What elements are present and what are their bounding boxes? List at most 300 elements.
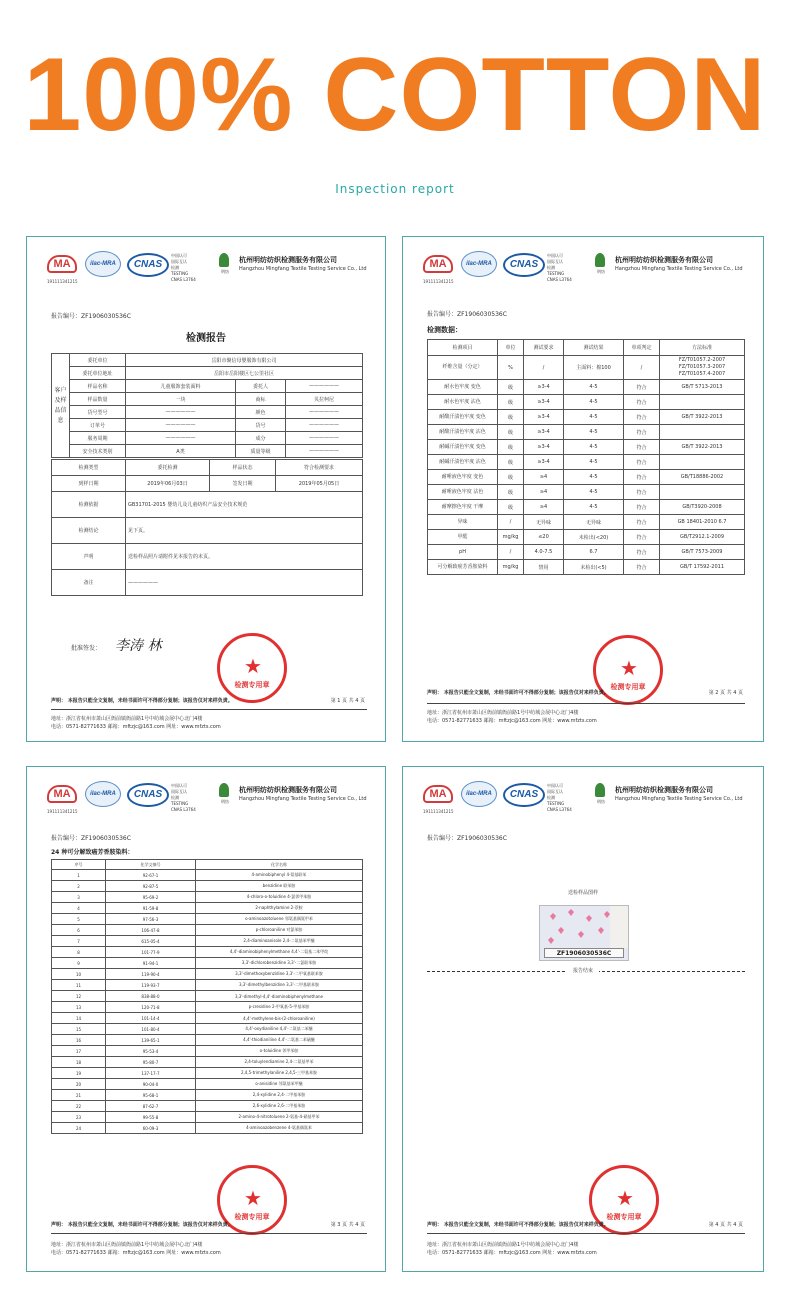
- org-name-cn: 杭州明纺纺织检测服务有限公司: [239, 256, 337, 264]
- table-row: [52, 1002, 363, 1013]
- table-cell: /: [624, 356, 660, 380]
- org-name-en: Hangzhou Mingfang Textile Testing Service Co., Ltd: [615, 796, 743, 802]
- sample-tag: ZF1906030536C: [544, 948, 624, 958]
- table-cell: 2-amino-4-nitrotoluene 2-氨基-4-硝基甲苯: [196, 1112, 363, 1123]
- table-row: [52, 991, 363, 1002]
- table-cell: 2,4-diaminoanisole 2,4-二氨基苯甲醚: [196, 936, 363, 947]
- table-cell: 3,3'-dimethoxybenzidine 3,3'-二甲氧基联苯胺: [196, 969, 363, 980]
- table-row: [428, 485, 745, 500]
- table-row: [428, 500, 745, 515]
- amine-table: [51, 859, 363, 1134]
- ma-logo-icon: MA: [47, 785, 77, 803]
- mingfang-logo-icon: 明纺: [591, 253, 609, 275]
- table-row: [52, 1035, 363, 1046]
- table-cell: o-toluidine 邻甲苯胺: [196, 1046, 363, 1057]
- table-cell: 120-71-8: [106, 1002, 196, 1013]
- table-row: [52, 892, 363, 903]
- table-row: [428, 410, 745, 425]
- table-cell: 95-53-4: [106, 1046, 196, 1057]
- table-cell: mg/kg: [498, 560, 524, 575]
- table-cell: ——————: [286, 380, 363, 393]
- table-cell: ——————: [286, 406, 363, 419]
- table-row: [52, 1068, 363, 1079]
- ilac-logo-icon: ilac-MRA: [461, 781, 497, 807]
- table-cell: 符合: [624, 455, 660, 470]
- table-cell: 耐水色牢度 变色: [428, 380, 498, 395]
- table-cell: benzidine 联苯胺: [196, 881, 363, 892]
- table-cell: 4-5: [564, 395, 624, 410]
- ma-number: 191111341215: [47, 279, 78, 284]
- table-cell: /: [498, 515, 524, 530]
- table-row: [52, 947, 363, 958]
- table-cell: 20: [52, 1079, 106, 1090]
- test-data-table: [427, 339, 745, 575]
- page-number: 第 4 页 共 4 页: [708, 1222, 743, 1228]
- hero-subtitle: Inspection report: [335, 182, 455, 196]
- table-cell: 4-5: [564, 425, 624, 440]
- table-cell: ——————: [286, 419, 363, 432]
- table-row: [52, 1112, 363, 1123]
- declaration: 声明： 本报告只能全文复制，未经书面许可不得部分复制；该报告仅对来样负责。: [427, 1222, 609, 1228]
- table-cell: 主面料：棉100: [564, 356, 624, 380]
- table-cell: GB31701-2015 婴幼儿及儿童纺织产品安全技术规范: [126, 492, 363, 518]
- table-cell: 耐摩擦色牢度 干摩: [428, 500, 498, 515]
- footer-divider: [427, 1233, 745, 1234]
- table-cell: 级: [498, 485, 524, 500]
- table-cell: /: [524, 356, 564, 380]
- cnas-logo-icon: CNAS: [503, 253, 545, 277]
- column-header: 测试结果: [564, 340, 624, 356]
- client-info-table: [51, 353, 363, 458]
- table-cell: 检测类型: [52, 460, 126, 476]
- ma-logo-icon: MA: [423, 785, 453, 803]
- report-header: [423, 251, 749, 291]
- declaration: 声明： 本报告只能全文复制，未经书面许可不得部分复制；该报告仅对来样负责。: [51, 1222, 233, 1228]
- table-row: [428, 545, 745, 560]
- footer-divider: [51, 1233, 367, 1234]
- address: 地址：浙江省杭州市萧山区衙前镇衙前路1号中纺城会展中心北门4楼: [51, 1242, 203, 1248]
- table-cell: ≥3-4: [524, 440, 564, 455]
- table-row: [52, 1090, 363, 1101]
- address: 地址：浙江省杭州市萧山区衙前镇衙前路1号中纺城会展中心北门4楼: [427, 1242, 579, 1248]
- table-cell: 符合: [624, 530, 660, 545]
- table-cell: ≥4: [524, 485, 564, 500]
- table-cell: 5: [52, 914, 106, 925]
- table-cell: 11: [52, 980, 106, 991]
- table-cell: 未检出(<20): [564, 530, 624, 545]
- declaration: 声明： 本报告只能全文复制，未经书面许可不得部分复制；该报告仅对来样负责。: [51, 698, 233, 704]
- table-cell: 符合: [624, 515, 660, 530]
- table-cell: 60-09-3: [106, 1123, 196, 1134]
- table-cell: o-aminoazotoluene 邻氨基偶氮甲苯: [196, 914, 363, 925]
- table-cell: 95-69-2: [106, 892, 196, 903]
- table-cell: o-anisidine 邻氨基苯甲醚: [196, 1079, 363, 1090]
- table-cell: 16: [52, 1035, 106, 1046]
- table-row: [52, 1013, 363, 1024]
- table-cell: 样品状态: [210, 460, 276, 476]
- table-cell: 24: [52, 1123, 106, 1134]
- table-cell: 4-5: [564, 440, 624, 455]
- table-cell: 耐水色牢度 沾色: [428, 395, 498, 410]
- table-cell: 3,3'-dimethyl-4,4'-diaminobiphenylmethane: [196, 991, 363, 1002]
- table-cell: 2,4,5-trimethylaniline 2,4,5-三甲基苯胺: [196, 1068, 363, 1079]
- table-cell: ≥4: [524, 470, 564, 485]
- table-cell: 耐碱汗渍色牢度 变色: [428, 440, 498, 455]
- table-cell: ≥3-4: [524, 395, 564, 410]
- table-cell: 13: [52, 1002, 106, 1013]
- table-row: [52, 1046, 363, 1057]
- table-cell: 106-47-8: [106, 925, 196, 936]
- table-cell: 禁用: [524, 560, 564, 575]
- table-cell: ≤20: [524, 530, 564, 545]
- table-row: [52, 980, 363, 991]
- table-cell: 21: [52, 1090, 106, 1101]
- table-row: [52, 870, 363, 881]
- table-cell: 18: [52, 1057, 106, 1068]
- report-number: 报告编号：ZF1906030536C: [51, 313, 131, 320]
- table-cell: 2,6-xylidine 2,6-二甲基苯胺: [196, 1101, 363, 1112]
- table-cell: 检测结论: [52, 518, 126, 544]
- table-cell: 级: [498, 410, 524, 425]
- table-cell: 纤维含量（分定）: [428, 356, 498, 380]
- table-row: [52, 969, 363, 980]
- table-cell: 6: [52, 925, 106, 936]
- table-cell: 23: [52, 1112, 106, 1123]
- table-row: [428, 395, 745, 410]
- table-cell: 服务周期: [70, 432, 126, 445]
- table-cell: 4,4'-thiodianiline 4,4'-二氨基二苯硫醚: [196, 1035, 363, 1046]
- table-cell: 2,4-toluylendiamine 2,4-二氨基甲苯: [196, 1057, 363, 1068]
- page-number: 第 2 页 共 4 页: [708, 690, 743, 696]
- table-cell: 4.0-7.5: [524, 545, 564, 560]
- hero-title: 100% COTTON: [23, 37, 767, 153]
- table-cell: ——————: [126, 406, 236, 419]
- table-cell: ——————: [126, 419, 236, 432]
- table-cell: GB/T 5713-2013: [660, 380, 745, 395]
- ma-logo-icon: MA: [47, 255, 77, 273]
- table-cell: 委托检测: [126, 460, 210, 476]
- address: 地址：浙江省杭州市萧山区衙前镇衙前路1号中纺城会展中心北门4楼: [51, 716, 203, 722]
- table-cell: GB/T3920-2008: [660, 500, 745, 515]
- table-cell: 99-55-8: [106, 1112, 196, 1123]
- table-cell: 耐酸汗渍色牢度 沾色: [428, 425, 498, 440]
- table-cell: 签发日期: [210, 476, 276, 492]
- table-row: [428, 425, 745, 440]
- table-cell: 符合: [624, 410, 660, 425]
- table-cell: 615-05-4: [106, 936, 196, 947]
- mingfang-logo-icon: 明纺: [215, 253, 233, 275]
- sign-label: 批准签发：: [71, 645, 102, 652]
- ma-number: 191111341215: [423, 809, 454, 814]
- table-cell: 4-chloro-o-toluidine 4-氯邻甲苯胺: [196, 892, 363, 903]
- table-cell: 岳阳市岳阳楼区七公里社区: [126, 367, 363, 380]
- seal-stamp-icon: ★ 检测专用章: [217, 633, 287, 703]
- table-cell: 91-59-8: [106, 903, 196, 914]
- table-cell: 符合: [624, 485, 660, 500]
- table-cell: 4-aminoazobenzene 4-氨基偶氮苯: [196, 1123, 363, 1134]
- table-cell: GB/T 7573-2009: [660, 545, 745, 560]
- table-cell: 无异味: [564, 515, 624, 530]
- table-cell: 4-5: [564, 380, 624, 395]
- sample-caption: 送检样品图样: [567, 890, 598, 896]
- table-cell: 颜色: [236, 406, 286, 419]
- table-cell: 安全技术类别: [70, 445, 126, 458]
- table-cell: 2,4-xylidine 2,4-二甲基苯胺: [196, 1090, 363, 1101]
- org-name-en: Hangzhou Mingfang Textile Testing Service Co., Ltd: [239, 266, 367, 272]
- table-cell: 7: [52, 936, 106, 947]
- table-cell: [660, 425, 745, 440]
- cnas-text: 中国认可 国际互认 检测 TESTING CNAS L3764: [547, 253, 572, 282]
- table-cell: 儿童服饰套装面料: [126, 380, 236, 393]
- table-cell: 岳阳市聚信母婴服饰有限公司: [126, 354, 363, 367]
- table-cell: ≥3-4: [524, 425, 564, 440]
- ma-logo-icon: MA: [423, 255, 453, 273]
- org-name-cn: 杭州明纺纺织检测服务有限公司: [615, 256, 713, 264]
- table-cell: 检测依据: [52, 492, 126, 518]
- signature: 李涛 林: [115, 638, 162, 654]
- report-title: 检测报告: [186, 333, 226, 344]
- table-row: [52, 914, 363, 925]
- contact: 电话：0571-82771633 邮箱：mftzjc@163.com 网址：www.mfzts.com: [51, 724, 221, 730]
- table-cell: GB/T2912.1-2009: [660, 530, 745, 545]
- table-cell: 到样日期: [52, 476, 126, 492]
- table-cell: 12: [52, 991, 106, 1002]
- seal-stamp-icon: ★ 检测专用章: [217, 1165, 287, 1235]
- table-cell: 9: [52, 958, 106, 969]
- table-header-row: [428, 340, 745, 356]
- cnas-text: 中国认可 国际互认 检测 TESTING CNAS L3764: [547, 783, 572, 812]
- org-name-cn: 杭州明纺纺织检测服务有限公司: [239, 786, 337, 794]
- table-cell: 15: [52, 1024, 106, 1035]
- table-cell: 耐唾液色牢度 沾色: [428, 485, 498, 500]
- table-cell: 符合: [624, 380, 660, 395]
- table-cell: 符合: [624, 470, 660, 485]
- table-cell: 符合: [624, 440, 660, 455]
- table-row: [52, 1024, 363, 1035]
- table-cell: 3,3'-dimethylbenzidine 3,3'-二甲基联苯胺: [196, 980, 363, 991]
- table-cell: 委托单位: [70, 354, 126, 367]
- table-cell: 级: [498, 455, 524, 470]
- table-cell: GB/T18886-2002: [660, 470, 745, 485]
- table-cell: 101-77-9: [106, 947, 196, 958]
- table-cell: 可分解致癌芳香胺染料: [428, 560, 498, 575]
- table-cell: pH: [428, 545, 498, 560]
- table-cell: A类: [126, 445, 236, 458]
- contact: 电话：0571-82771633 邮箱：mftzjc@163.com 网址：www.mfzts.com: [427, 1250, 597, 1256]
- table-cell: 139-65-1: [106, 1035, 196, 1046]
- table-header-row: [52, 860, 363, 870]
- cnas-text: 中国认可 国际互认 检测 TESTING CNAS L3764: [171, 253, 196, 282]
- table-cell: 耐酸汗渍色牢度 变色: [428, 410, 498, 425]
- table-row: [428, 380, 745, 395]
- table-row: [428, 560, 745, 575]
- table-cell: 8: [52, 947, 106, 958]
- table-cell: 4-5: [564, 410, 624, 425]
- table-cell: 2019年06月03日: [126, 476, 210, 492]
- table-cell: 样品数量: [70, 393, 126, 406]
- table-cell: 贝拉柯尼: [286, 393, 363, 406]
- report-number: 报告编号：ZF1906030536C: [51, 835, 131, 842]
- column-header: 检测项目: [428, 340, 498, 356]
- table-cell: 见下页。: [126, 518, 363, 544]
- table-cell: 4-5: [564, 485, 624, 500]
- table-cell: 137-17-7: [106, 1068, 196, 1079]
- table-cell: ——————: [286, 445, 363, 458]
- org-name-en: Hangzhou Mingfang Textile Testing Service Co., Ltd: [615, 266, 743, 272]
- column-header: 化学名称: [196, 860, 363, 870]
- table-cell: 符合: [624, 500, 660, 515]
- table-cell: 级: [498, 470, 524, 485]
- table-row: [52, 881, 363, 892]
- table-cell: 3,3'-dichlorobenzidine 3,3'-二氯联苯胺: [196, 958, 363, 969]
- table-row: [52, 1079, 363, 1090]
- cnas-logo-icon: CNAS: [127, 783, 169, 807]
- table-cell: 商标: [236, 393, 286, 406]
- table-cell: 4-aminobiphenyl 4-氨基联苯: [196, 870, 363, 881]
- contact: 电话：0571-82771633 邮箱：mftzjc@163.com 网址：www.mfzts.com: [51, 1250, 221, 1256]
- table-cell: /: [498, 545, 524, 560]
- ilac-logo-icon: ilac-MRA: [85, 781, 121, 807]
- table-cell: 14: [52, 1013, 106, 1024]
- table-cell: 4,4'-oxydianiline 4,4'-二氨基二苯醚: [196, 1024, 363, 1035]
- cnas-logo-icon: CNAS: [127, 253, 169, 277]
- table-cell: ≥3-4: [524, 410, 564, 425]
- table-cell: 订单号: [70, 419, 126, 432]
- contact: 电话：0571-82771633 邮箱：mftzjc@163.com 网址：www.mfzts.com: [427, 718, 597, 724]
- column-header: 单位: [498, 340, 524, 356]
- table-cell: 1: [52, 870, 106, 881]
- table-cell: 符合: [624, 545, 660, 560]
- page-number: 第 1 页 共 4 页: [330, 698, 365, 704]
- section-title: 检测数据：: [427, 326, 462, 334]
- table-cell: 6.7: [564, 545, 624, 560]
- table-row: [52, 903, 363, 914]
- report-header: [47, 781, 371, 821]
- cnas-text: 中国认可 国际互认 检测 TESTING CNAS L3764: [171, 783, 196, 812]
- table-cell: [660, 395, 745, 410]
- column-header: 测试要求: [524, 340, 564, 356]
- table-row: [52, 1123, 363, 1134]
- table-cell: ≥4: [524, 500, 564, 515]
- table-cell: 耐碱汗渍色牢度 沾色: [428, 455, 498, 470]
- table-cell: p-chloroaniline 对氯苯胺: [196, 925, 363, 936]
- report-page-1: [26, 236, 386, 742]
- org-name-cn: 杭州明纺纺织检测服务有限公司: [615, 786, 713, 794]
- table-cell: 货号型号: [70, 406, 126, 419]
- page-number: 第 3 页 共 4 页: [330, 1222, 365, 1228]
- test-info-table: [51, 459, 363, 596]
- table-cell: 10: [52, 969, 106, 980]
- table-row: [52, 1101, 363, 1112]
- table-cell: 符合: [624, 425, 660, 440]
- table-cell: 4-5: [564, 470, 624, 485]
- table-row: [428, 515, 745, 530]
- footer-divider: [51, 709, 367, 710]
- table-row: [52, 958, 363, 969]
- table-cell: 87-62-7: [106, 1101, 196, 1112]
- table-cell: 符合: [624, 560, 660, 575]
- side-label: 客户及样品信息: [52, 354, 70, 458]
- section-title: 24 种可分解致癌芳香胺染料：: [51, 849, 134, 856]
- table-cell: ≥3-4: [524, 380, 564, 395]
- table-cell: 耐唾液色牢度 变色: [428, 470, 498, 485]
- table-cell: 级: [498, 380, 524, 395]
- table-row: [52, 936, 363, 947]
- column-header: 方法标准: [660, 340, 745, 356]
- ma-number: 191111341215: [423, 279, 454, 284]
- table-cell: 4,4'-methylene-bis-(2-chloroaniline): [196, 1013, 363, 1024]
- table-cell: 成分: [236, 432, 286, 445]
- table-cell: 异味: [428, 515, 498, 530]
- table-cell: 一块: [126, 393, 236, 406]
- table-cell: 级: [498, 500, 524, 515]
- table-cell: 4: [52, 903, 106, 914]
- table-cell: 3: [52, 892, 106, 903]
- table-cell: 95-80-7: [106, 1057, 196, 1068]
- table-cell: 级: [498, 440, 524, 455]
- sample-fabric-image: [539, 905, 629, 961]
- table-cell: 2019年05月05日: [276, 476, 363, 492]
- table-cell: [660, 485, 745, 500]
- report-number: 报告编号：ZF1906030536C: [427, 311, 507, 318]
- table-row: [428, 356, 745, 380]
- table-cell: 95-68-1: [106, 1090, 196, 1101]
- table-cell: ——————: [286, 432, 363, 445]
- table-cell: 送检样品照片请附件见本报告的末页。: [126, 544, 363, 570]
- column-header: 单项判定: [624, 340, 660, 356]
- table-cell: 质量等级: [236, 445, 286, 458]
- table-cell: 样品名称: [70, 380, 126, 393]
- table-row: [52, 925, 363, 936]
- seal-stamp-icon: ★ 检测专用章: [593, 635, 663, 705]
- table-cell: ——————: [126, 432, 236, 445]
- table-cell: 22: [52, 1101, 106, 1112]
- table-cell: 97-56-3: [106, 914, 196, 925]
- report-page-4: [402, 766, 764, 1272]
- table-cell: 无异味: [524, 515, 564, 530]
- table-cell: ≥3-4: [524, 455, 564, 470]
- seal-stamp-icon: ★ 检测专用章: [589, 1165, 659, 1235]
- table-cell: p-cresidine 2-甲氧基-5-甲基苯胺: [196, 1002, 363, 1013]
- footer-divider: [427, 703, 745, 704]
- table-cell: 91-94-1: [106, 958, 196, 969]
- org-name-en: Hangzhou Mingfang Textile Testing Service Co., Ltd: [239, 796, 367, 802]
- report-page-3: [26, 766, 386, 1272]
- table-cell: 19: [52, 1068, 106, 1079]
- table-cell: GB 18401-2010 6.7: [660, 515, 745, 530]
- table-cell: 92-67-1: [106, 870, 196, 881]
- table-row: [428, 530, 745, 545]
- table-cell: GB/T 17592-2011: [660, 560, 745, 575]
- table-cell: 委托人: [236, 380, 286, 393]
- table-cell: 4-5: [564, 500, 624, 515]
- table-row: [428, 470, 745, 485]
- table-row: [428, 440, 745, 455]
- table-cell: 符合检测要求: [276, 460, 363, 476]
- table-cell: 符合: [624, 395, 660, 410]
- table-cell: 级: [498, 425, 524, 440]
- column-header: 序号: [52, 860, 106, 870]
- table-cell: 货号: [236, 419, 286, 432]
- table-cell: 101-80-4: [106, 1024, 196, 1035]
- column-header: 化学文摘号: [106, 860, 196, 870]
- table-cell: 4,4'-diaminobiphenylmethane 4,4'-二氨基二苯甲烷: [196, 947, 363, 958]
- table-cell: ——————: [126, 570, 363, 596]
- report-header: [47, 251, 371, 291]
- table-cell: GB/T 3922-2013: [660, 440, 745, 455]
- table-cell: 119-90-4: [106, 969, 196, 980]
- table-cell: %: [498, 356, 524, 380]
